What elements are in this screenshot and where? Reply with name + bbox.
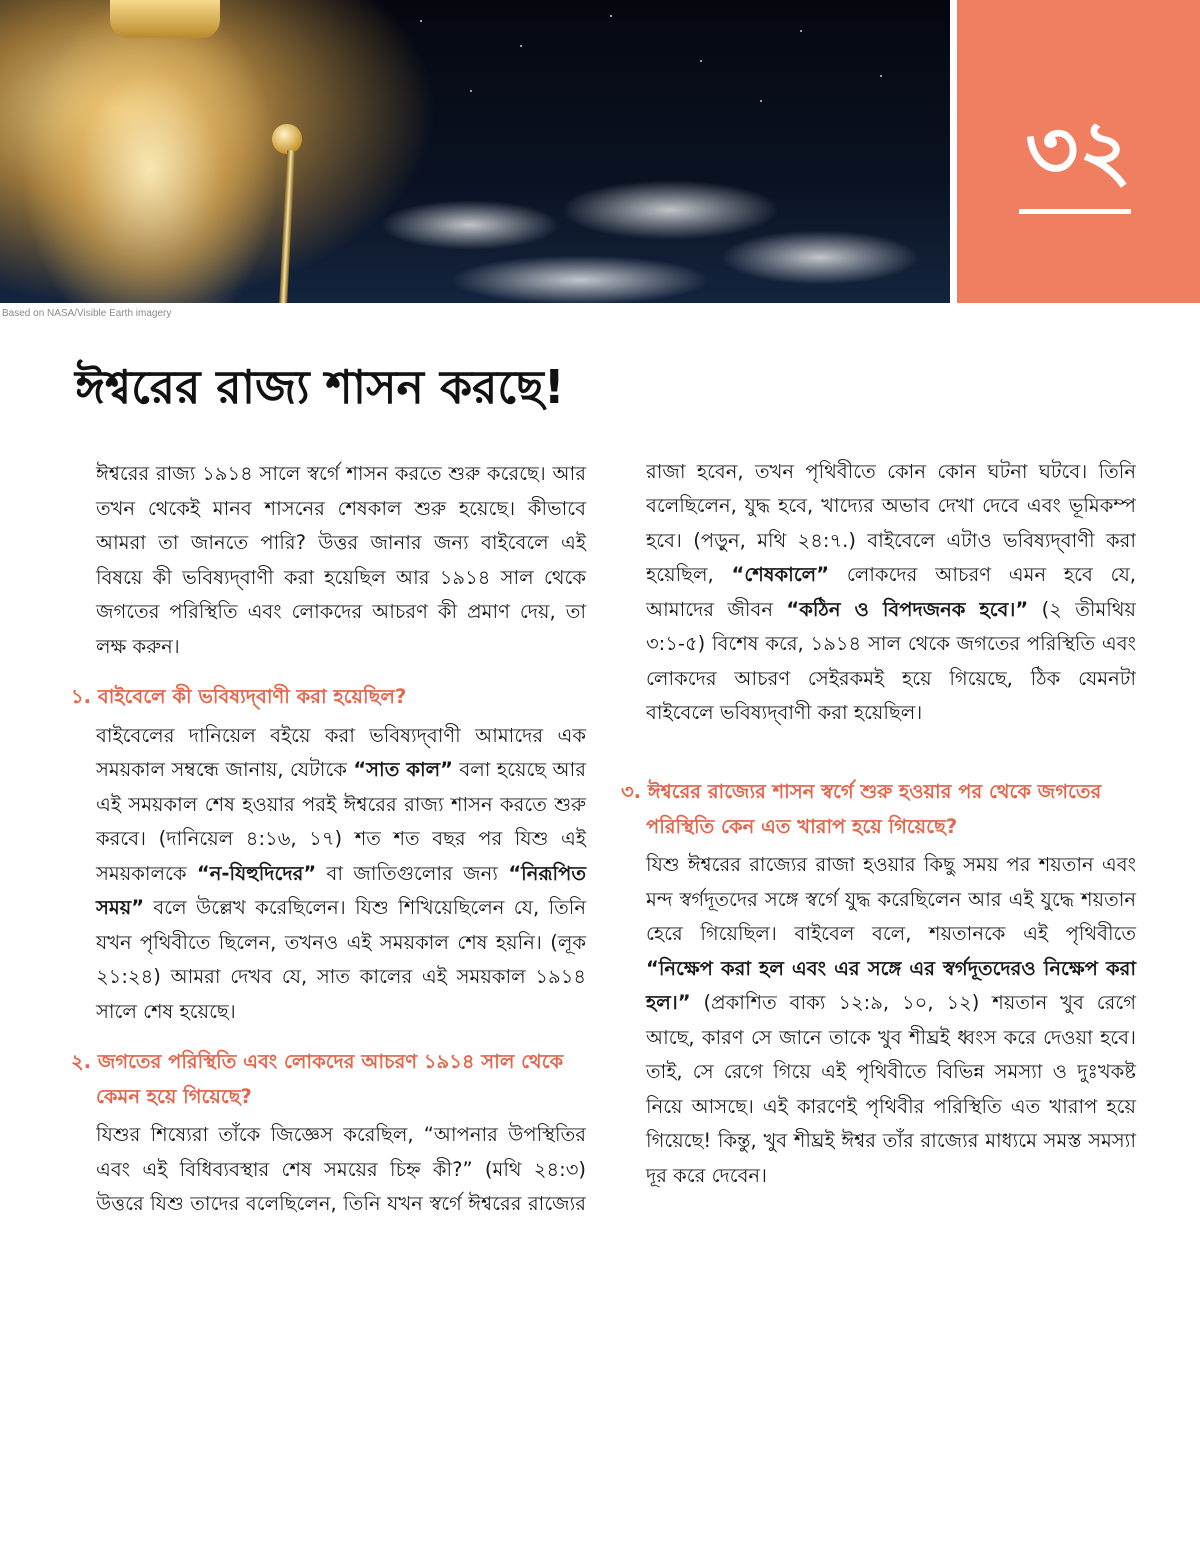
question-3-heading: ৩. ঈশ্বরের রাজ্যের শাসন স্বর্গে শুরু হওয়ার পর থেকে জগতের পরিস্থিতি কেন এত খারাপ হয়ে গিয়েছে?: [621, 780, 1102, 838]
answer-3-paragraph: যিশু ঈশ্বরের রাজ্যের রাজা হওয়ার কিছু সময় পর শয়তান এবং মন্দ স্বর্গদূতদের সঙ্গে স্বর্গে যুদ্ধ করেছিলেন আর এই যুদ্ধে শয়তান হেরে গিয়েছিল। বাইবেল বলে, শয়তানকে এই পৃথিবীতে “নিক্ষেপ করা হল এবং এর সঙ্গে এর স্বর্গদূতদেরও নিক্ষেপ করা হল।” (প্রকাশিত বাক্য ১২:৯, ১০, ১২) শয়তান খুব রেগে আছে, কারণ সে জানে তাকে খুব শীঘ্রই ধ্বংস করে দেওয়া হবে। তাই, সে রেগে গিয়ে এই পৃথিবীতে বিভিন্ন সমস্যা ও দুঃখকষ্ট নিয়ে আসছে। এই কারণেই পৃথিবীর পরিস্থিতি এত খারাপ হয়ে গিয়েছে! কিন্তু, খুব শীঘ্রই ঈশ্বর তাঁর রাজ্যের মাধ্যমে সমস্ত সমস্যা দূর করে দেবেন।: [646, 853, 1136, 1187]
answer-2-paragraph: যিশুর শিষ্যেরা তাঁকে জিজ্ঞেস করেছিল, “আপনার উপস্থিতির এবং এই বিধিব্যবস্থার শেষ সময়ের চিহ্ন কী?” (মথি ২৪:৩) উত্তরে যিশু তাদের বলেছিলেন, তিনি যখন স্বর্গে ঈশ্বরের রাজ্যের: [96, 1123, 586, 1215]
left-column: [71, 457, 586, 1232]
question-2-heading: ২. জগতের পরিস্থিতি এবং লোকদের আচরণ ১৯১৪ সাল থেকে কেমন হয়ে গিয়েছে?: [71, 1050, 564, 1108]
page-title: ঈশ্বরের রাজ্য শাসন করছে!: [75, 360, 565, 414]
answer-2-paragraph-continued: রাজা হবেন, তখন পৃথিবীতে কোন কোন ঘটনা ঘটবে। তিনি বলেছিলেন, যুদ্ধ হবে, খাদ্যের অভাব দেখা দেবে এবং ভূমিকম্প হবে। (পড়ুন, মথি ২৪:৭.) বাইবেলে এটাও ভবিষ্যদ্‌বাণী করা হয়েছিল, “শেষকালে” লোকদের আচরণ এমন হবে যে, আমাদের জীবন “কঠিন ও বিপদজনক হবে।” (২ তীমথিয় ৩:১-৫) বিশেষ করে, ১৯১৪ সাল থেকে জগতের পরিস্থিতি এবং লোকদের আচরণ সেইরকমই হয়ে গিয়েছে, ঠিক যেমনটা বাইবেলে ভবিষ্যদ্‌বাণী করা হয়েছিল।: [646, 459, 1136, 724]
right-column: [621, 457, 1136, 1205]
intro-paragraph: ঈশ্বরের রাজ্য ১৯১৪ সালে স্বর্গে শাসন করতে শুরু করেছে। আর তখন থেকেই মানব শাসনের শেষকাল শুরু হয়েছে। কীভাবে আমরা তা জানতে পারি? উত্তর জানার জন্য বাইবেলে এই বিষয়ে কী ভবিষ্যদ্‌বাণী করা হয়েছিল আর ১৯১৪ সাল থেকে জগতের পরিস্থিতি এবং লোকদের আচরণ কী প্রমাণ দেয়, তা লক্ষ করুন।: [96, 462, 586, 658]
lesson-badge: [957, 0, 1200, 303]
question-1-heading: ১. বাইবেলে কী ভবিষ্যদ্‌বাণী করা হয়েছিল?: [71, 685, 407, 708]
crown-icon: [110, 0, 220, 38]
answer-1-paragraph: বাইবেলের দানিয়েল বইয়ে করা ভবিষ্যদ্‌বাণী আমাদের এক সময়কাল সম্বন্ধে জানায়, যেটাকে “সাত কাল” বলা হয়েছে আর এই সময়কাল শেষ হওয়ার পরই ঈশ্বরের রাজ্য শাসন করতে শুরু করবে। (দানিয়েল ৪:১৬, ১৭) শত শত বছর পর যিশু এই সময়কালকে “ন-যিহুদিদের” বা জাতিগুলোর জন্য “নিরূপিত সময়” বলে উল্লেখ করেছিলেন। যিশু শিখিয়েছিলেন যে, তিনি যখন পৃথিবীতে ছিলেন, তখনও এই সময়কাল শেষ হয়নি। (লূক ২১:২৪) আমরা দেখব যে, সাত কালের এই সময়কাল ১৯১৪ সালে শেষ হয়েছে।: [96, 723, 586, 1023]
image-credit: Based on NASA/Visible Earth imagery: [2, 308, 172, 319]
king-figure: [0, 0, 300, 303]
lesson-number-underline: [1019, 209, 1131, 214]
lesson-number: ৩২: [1025, 103, 1132, 198]
answer-2-continuation: [646, 457, 1136, 759]
hero-image: [0, 0, 950, 303]
